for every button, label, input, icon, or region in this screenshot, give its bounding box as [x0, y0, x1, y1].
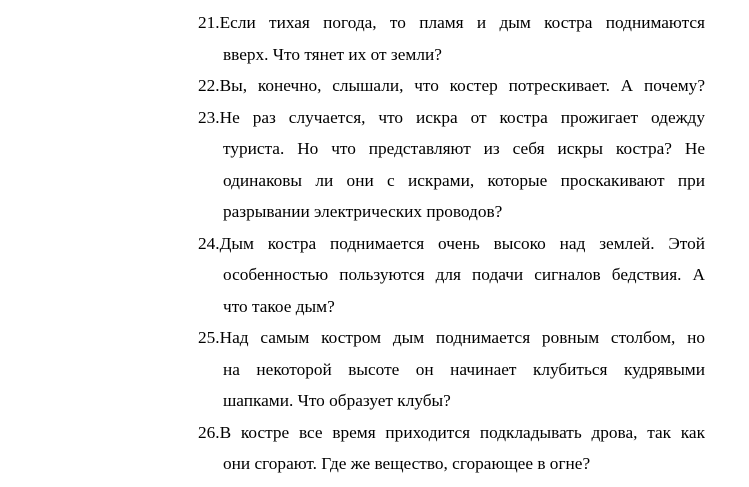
- question-text: Не раз случается, что искра от костра прожигает одежду: [219, 107, 705, 127]
- question-line: особенностью пользуются для подачи сигналов бедствия. А: [223, 265, 705, 284]
- question-21: [198, 7, 705, 70]
- question-line: что такое дым?: [223, 296, 335, 316]
- question-number: 26.: [198, 422, 220, 442]
- question-24: [198, 228, 705, 323]
- question-line: туриста. Но что представляют из себя искры костра? Не: [223, 139, 705, 158]
- question-number: 22.: [198, 76, 220, 95]
- question-23: [198, 102, 705, 228]
- question-number: 25.: [198, 328, 220, 347]
- question-line: разрывании электрических проводов?: [223, 202, 503, 221]
- question-text: В костре все время приходится подкладывать дрова, так как: [219, 422, 705, 442]
- question-list: [198, 7, 705, 480]
- question-line: [198, 228, 705, 260]
- question-text: Вы, конечно, слышали, что костер потрескивает. А почему?: [219, 76, 705, 95]
- question-text: Над самым костром дым поднимается ровным столбом, но: [219, 328, 705, 347]
- question-line: [198, 7, 705, 39]
- question-text: Дым костра поднимается очень высоко над землей. Этой: [219, 233, 705, 253]
- question-line: [198, 70, 705, 102]
- question-number: 24.: [198, 233, 220, 253]
- question-text: Если тихая погода, то пламя и дым костра поднимаются: [219, 13, 705, 32]
- question-line: они сгорают. Где же вещество, сгорающее в огне?: [223, 454, 591, 473]
- question-number: 23.: [198, 107, 220, 127]
- question-line: на некоторой высоте он начинает клубиться кудрявыми: [223, 359, 705, 379]
- question-line: [198, 102, 705, 134]
- question-line: [198, 322, 705, 354]
- question-22: [198, 70, 705, 102]
- question-line: шапками. Что образует клубы?: [223, 391, 451, 410]
- question-number: 21.: [198, 13, 220, 32]
- question-25: [198, 322, 705, 417]
- question-26: [198, 417, 705, 480]
- question-line: одинаковы ли они с искрами, которые проскакивают при: [223, 170, 705, 190]
- question-line: вверх. Что тянет их от земли?: [223, 44, 442, 64]
- question-line: [198, 417, 705, 449]
